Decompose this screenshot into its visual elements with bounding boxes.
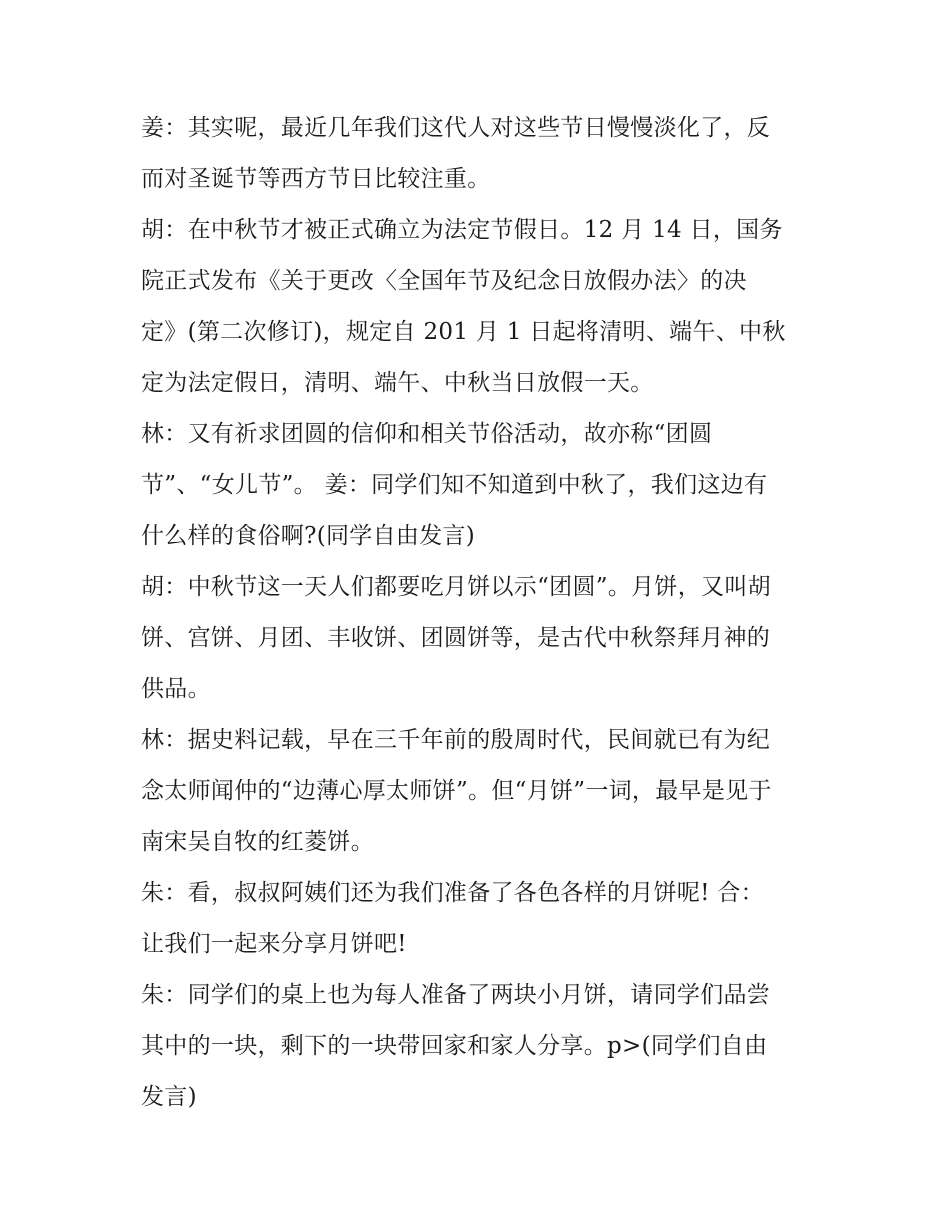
document-body (141, 103, 821, 1123)
text-line: 让我们一起来分享月饼吧! (141, 931, 407, 957)
text-line: 林：据史料记载，早在三千年前的殷周时代，民间就已有为纪 (141, 727, 771, 753)
text-line: 而对圣诞节等西方节日比较注重。 (141, 166, 491, 192)
text-line: 念太师闻仲的“边薄心厚太师饼”。但“月饼”一词，最早是见于 (141, 778, 772, 804)
text-line: 定》(第二次修订)，规定自 201 月 1 日起将清明、端午、中秋 (141, 319, 786, 345)
text-line: 发言) (141, 1084, 197, 1110)
text-line: 定为法定假日，清明、端午、中秋当日放假一天。 (141, 370, 654, 396)
text-line: 南宋吴自牧的红菱饼。 (141, 829, 374, 855)
text-line: 供品。 (141, 676, 211, 702)
text-line: 什么样的食俗啊?(同学自由发言) (141, 523, 476, 549)
text-line: 胡：中秋节这一天人们都要吃月饼以示“团圆”。月饼，又叫胡 (141, 574, 771, 600)
text-line: 朱：同学们的桌上也为每人准备了两块小月饼，请同学们品尝 (141, 982, 771, 1008)
text-line: 其中的一块，剩下的一块带回家和家人分享。p>(同学们自由 (141, 1033, 768, 1059)
text-line: 朱：看，叔叔阿姨们还为我们准备了各色各样的月饼呢! 合： (141, 880, 764, 906)
text-line: 饼、宫饼、月团、丰收饼、团圆饼等，是古代中秋祭拜月神的 (141, 625, 771, 651)
text-line: 姜：其实呢，最近几年我们这代人对这些节日慢慢淡化了，反 (141, 115, 771, 141)
text-line: 胡：在中秋节才被正式确立为法定节假日。12 月 14 日，国务 (141, 217, 783, 243)
text-line: 院正式发布《关于更改〈全国年节及纪念日放假办法〉的决 (141, 268, 747, 294)
text-line: 林：又有祈求团圆的信仰和相关节俗活动，故亦称“团圆 (141, 421, 713, 447)
text-line: 节”、“女儿节”。 姜：同学们知不知道到中秋了，我们这边有 (141, 472, 768, 498)
